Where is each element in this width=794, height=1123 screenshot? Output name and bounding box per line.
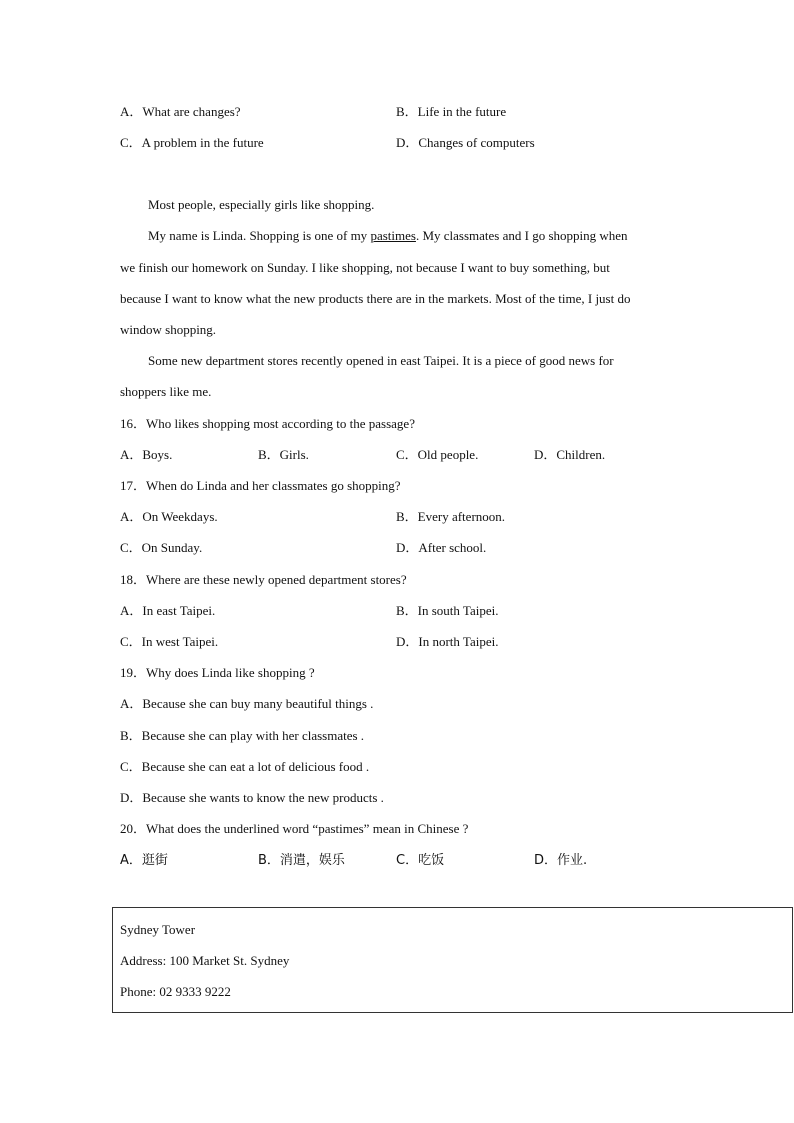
info-box-address: Address: 100 Market St. Sydney — [120, 953, 290, 968]
q17-option-d: D．After school. — [396, 540, 487, 555]
passage-p1-line4: window shopping. — [120, 322, 217, 337]
q16-option-b: B．Girls. — [258, 447, 309, 462]
q19-option-d: D．Because she wants to know the new products . — [120, 790, 384, 805]
prev-option-c: C．A problem in the future — [120, 135, 264, 150]
passage-p1-line3: because I want to know what the new products there are in the markets. Most of the time, I just do — [120, 291, 631, 306]
q20-option-b: B．消遣，娱乐 — [258, 853, 345, 868]
q18-option-d: D．In north Taipei. — [396, 634, 499, 649]
info-box-name: Sydney Tower — [120, 922, 196, 937]
info-box-phone: Phone: 02 9333 9222 — [120, 984, 231, 999]
q19-option-c: C．Because she can eat a lot of delicious food . — [120, 759, 370, 774]
q17-option-a: A．On Weekdays. — [120, 509, 218, 524]
passage-p1-line1 — [148, 227, 628, 245]
q16-option-d: D．Children. — [534, 447, 606, 462]
prev-option-b: B．Life in the future — [396, 104, 507, 119]
q20-option-a: A．逛街 — [120, 853, 168, 868]
p1-after: . My classmates and I go shopping when — [415, 228, 628, 243]
question-17-stem: 17．When do Linda and her classmates go shopping? — [120, 478, 401, 493]
underlined-word-pastimes: pastimes — [370, 228, 416, 243]
question-16-stem: 16．Who likes shopping most according to the passage? — [120, 416, 415, 431]
passage-p2-line2: shoppers like me. — [120, 384, 212, 399]
q16-option-c: C．Old people. — [396, 447, 479, 462]
q19-option-a: A．Because she can buy many beautiful things . — [120, 696, 374, 711]
passage-p1-line2: we finish our homework on Sunday. I like shopping, not because I want to buy something, but — [120, 260, 610, 275]
question-19-stem: 19．Why does Linda like shopping ? — [120, 665, 315, 680]
passage-p2-line1: Some new department stores recently opened in east Taipei. It is a piece of good news for — [148, 353, 614, 368]
q20-option-d: D．作业. — [534, 853, 588, 868]
info-box — [112, 907, 793, 1013]
question-18-stem: 18．Where are these newly opened department stores? — [120, 572, 407, 587]
q17-option-b: B．Every afternoon. — [396, 509, 506, 524]
q18-option-a: A．In east Taipei. — [120, 603, 216, 618]
question-20-stem: 20．What does the underlined word “pastimes” mean in Chinese ? — [120, 821, 469, 836]
q18-option-b: B．In south Taipei. — [396, 603, 499, 618]
prev-option-d: D．Changes of computers — [396, 135, 535, 150]
prev-option-a: A．What are changes? — [120, 104, 241, 119]
p1-before: My name is Linda. Shopping is one of my — [148, 228, 371, 243]
q20-option-c: C．吃饭 — [396, 853, 445, 868]
passage-intro: Most people, especially girls like shopping. — [148, 197, 375, 212]
q17-option-c: C．On Sunday. — [120, 540, 203, 555]
q19-option-b: B．Because she can play with her classmates . — [120, 728, 365, 743]
q18-option-c: C．In west Taipei. — [120, 634, 219, 649]
q16-option-a: A．Boys. — [120, 447, 173, 462]
